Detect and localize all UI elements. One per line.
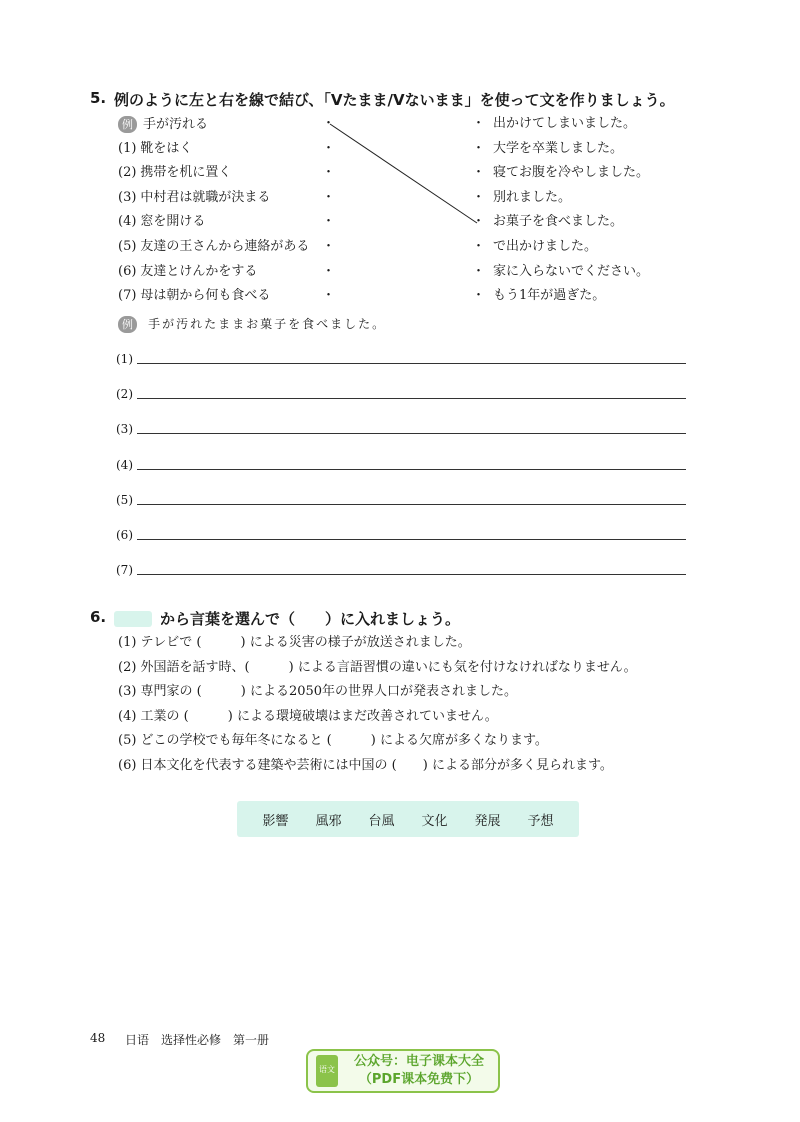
q6-item: (4) 工業の ( ) による環境破壊はまだ改善されていません。 bbox=[118, 708, 498, 724]
word-bank-item: 文化 bbox=[421, 813, 448, 829]
left-item-text: 窓を開ける bbox=[140, 214, 206, 230]
right-connector-dot[interactable]: ・ bbox=[472, 140, 486, 156]
left-item-text: 母は朝から何も食べる bbox=[140, 288, 271, 304]
q6-number: 6. bbox=[90, 608, 107, 626]
left-item-text: 友達の王さんから連絡がある bbox=[140, 239, 310, 254]
word-bank-item: 予想 bbox=[527, 813, 554, 829]
right-connector-dot[interactable]: ・ bbox=[472, 165, 486, 181]
q6-word-box-marker bbox=[114, 611, 152, 627]
answer-line[interactable] bbox=[137, 398, 686, 399]
left-connector-dot[interactable]: ・ bbox=[322, 214, 336, 230]
left-item-text: 中村君は就職が決まる bbox=[140, 189, 271, 205]
left-item-label: (2) bbox=[118, 165, 137, 181]
left-connector-dot[interactable]: ・ bbox=[322, 165, 336, 181]
book-icon bbox=[316, 1055, 338, 1087]
watermark-banner bbox=[306, 1049, 500, 1093]
page-number: 48 bbox=[90, 1031, 106, 1045]
word-bank-item: 台風 bbox=[368, 813, 395, 829]
answer-line-label: (2) bbox=[116, 387, 133, 402]
right-connector-dot[interactable]: ・ bbox=[472, 239, 486, 254]
right-connector-dot[interactable]: ・ bbox=[472, 116, 486, 131]
q6-item: (2) 外国語を話す時、( ) による言語習慣の違いにも気を付けなければなりません。 bbox=[118, 659, 637, 675]
watermark-line1: 公众号：电子课本大全 bbox=[353, 1054, 484, 1069]
q6-item: (5) どこの学校でも毎年冬になると ( ) による欠席が多くなります。 bbox=[118, 733, 548, 748]
example-answer-text: 手が汚れたままお菓子を食べました。 bbox=[148, 317, 387, 331]
answer-line-label: (4) bbox=[116, 457, 133, 472]
example-badge: 例 bbox=[118, 116, 137, 133]
word-bank-item: 風邪 bbox=[315, 813, 342, 829]
answer-line[interactable] bbox=[137, 504, 686, 505]
left-connector-dot[interactable]: ・ bbox=[322, 288, 336, 304]
left-item-label: (3) bbox=[118, 189, 137, 205]
left-item-text: 友達とけんかをする bbox=[140, 263, 258, 279]
answer-line-label: (7) bbox=[116, 563, 133, 578]
left-item-label: (4) bbox=[118, 214, 137, 230]
answer-line[interactable] bbox=[137, 539, 686, 540]
right-connector-dot[interactable]: ・ bbox=[472, 263, 486, 279]
answer-line[interactable] bbox=[137, 469, 686, 470]
book-icon-label: 语文 bbox=[319, 1065, 335, 1074]
word-bank-item: 影響 bbox=[262, 813, 289, 829]
answer-line[interactable] bbox=[137, 574, 686, 575]
right-connector-dot[interactable]: ・ bbox=[472, 189, 486, 205]
left-item-text: 靴をはく bbox=[140, 140, 193, 156]
right-item-text: 寝てお腹を冷やしました。 bbox=[493, 165, 650, 181]
left-connector-dot[interactable]: ・ bbox=[322, 189, 336, 205]
answer-line[interactable] bbox=[137, 363, 686, 364]
right-connector-dot[interactable]: ・ bbox=[472, 288, 486, 304]
q5-number: 5. bbox=[90, 89, 107, 107]
left-item-text: 手が汚れる bbox=[143, 117, 209, 132]
word-bank bbox=[237, 801, 579, 837]
word-bank-item: 発展 bbox=[474, 813, 501, 829]
answer-line-label: (5) bbox=[116, 492, 133, 507]
left-item-label: (1) bbox=[118, 140, 137, 156]
answer-line-label: (3) bbox=[116, 422, 133, 437]
right-item-text: お菓子を食べました。 bbox=[493, 214, 624, 230]
book-title: 日语 选择性必修 第一册 bbox=[125, 1033, 270, 1047]
left-item-label: (5) bbox=[118, 239, 137, 254]
left-connector-dot[interactable]: ・ bbox=[322, 239, 336, 254]
left-connector-dot[interactable]: ・ bbox=[322, 140, 336, 156]
q6-item: (6) 日本文化を代表する建築や芸術には中国の ( ) による部分が多く見られます。 bbox=[118, 757, 613, 773]
example-answer-row bbox=[118, 313, 386, 333]
left-item-text: 携帯を机に置く bbox=[140, 165, 232, 181]
right-item-text: 家に入らないでください。 bbox=[493, 263, 650, 279]
right-item-text: 別れました。 bbox=[493, 189, 572, 205]
right-connector-dot[interactable]: ・ bbox=[472, 214, 486, 230]
watermark-line2: （PDF课本免费下） bbox=[358, 1072, 480, 1087]
q6-instruction: から言葉を選んで（ ）に入れましょう。 bbox=[160, 610, 461, 628]
right-item-text: もう1年が過ぎた。 bbox=[493, 288, 606, 304]
answer-line-label: (1) bbox=[116, 352, 133, 366]
left-connector-dot[interactable]: ・ bbox=[322, 116, 336, 131]
left-item-label: (7) bbox=[118, 288, 137, 304]
left-item-label: (6) bbox=[118, 263, 137, 279]
right-item-text: 大学を卒業しました。 bbox=[493, 140, 624, 156]
right-item-text: 出かけてしまいました。 bbox=[493, 116, 637, 131]
watermark-text bbox=[344, 1053, 494, 1089]
answer-line[interactable] bbox=[137, 433, 686, 434]
q6-item: (1) テレビで ( ) による災害の様子が放送されました。 bbox=[118, 635, 471, 650]
example-badge: 例 bbox=[118, 316, 137, 333]
left-connector-dot[interactable]: ・ bbox=[322, 263, 336, 279]
q5-instruction: 例のように左と右を線で結び、「Vたまま/Vないまま」を使って文を作りましょう。 bbox=[114, 91, 675, 109]
answer-line-label: (6) bbox=[116, 528, 133, 542]
q6-item: (3) 専門家の ( ) による2050年の世界人口が発表されました。 bbox=[118, 684, 518, 699]
right-item-text: で出かけました。 bbox=[493, 239, 598, 254]
